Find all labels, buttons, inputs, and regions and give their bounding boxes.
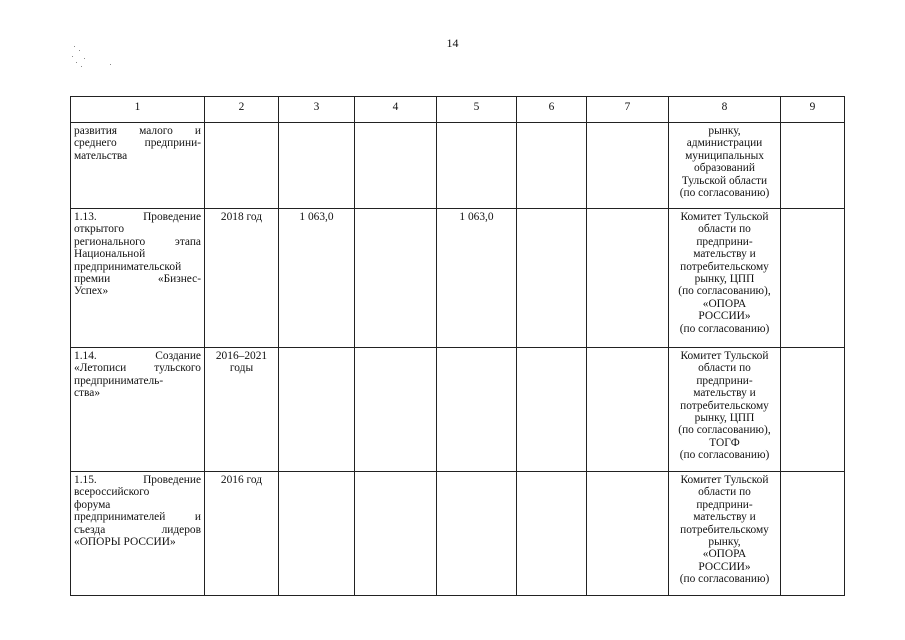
executor-line: рынку,: [708, 125, 741, 137]
executor-cell: [669, 472, 781, 596]
page-number: 14: [446, 36, 459, 50]
activity-line: 1.15. Проведение: [74, 474, 201, 486]
activity-cell: [71, 472, 205, 596]
executor-line: области по: [698, 486, 751, 499]
activity-line: «Летописи тульского: [74, 362, 201, 375]
executor-line: потребительскому: [680, 399, 769, 412]
activity-line: предпринимателей и: [74, 511, 201, 524]
amount-cell: [517, 472, 587, 596]
column-header-1: 1: [71, 97, 205, 123]
column-header-7: 7: [587, 97, 669, 123]
amount-cell: [517, 348, 587, 472]
executor-line: (по согласованию): [679, 449, 770, 462]
executor-line: администрации: [686, 137, 763, 150]
activity-line: 1.13. Проведение: [74, 211, 201, 223]
executor-line: муниципальных: [685, 149, 764, 162]
amount-cell: [355, 472, 437, 596]
executor-line: области по: [698, 362, 751, 375]
amount-cell: [587, 472, 669, 596]
period-line: 2016–2021: [215, 350, 268, 362]
executor-line: области по: [698, 223, 751, 236]
executor-line: рынку, ЦПП: [694, 412, 755, 425]
note-cell: [781, 123, 845, 209]
executor-line: рынку,: [708, 536, 741, 549]
executor-cell: [669, 123, 781, 209]
amount-cell: [437, 472, 517, 596]
activity-line: «ОПОРЫ РОССИИ»: [74, 536, 176, 549]
period-line: годы: [229, 362, 254, 375]
note-cell: [781, 472, 845, 596]
table-row: [71, 472, 845, 596]
amount-cell: [355, 209, 437, 348]
column-header-4: 4: [355, 97, 437, 123]
executor-line: мательству и: [693, 511, 756, 524]
period-cell: [205, 348, 279, 472]
executor-line: мательству и: [693, 387, 756, 400]
period-cell: 2018 год: [205, 209, 279, 348]
activity-line: премии «Бизнес-: [74, 273, 201, 286]
executor-line: РОССИИ»: [698, 310, 751, 323]
amount-cell: [279, 123, 355, 209]
table-row: [71, 348, 845, 472]
table-row: [71, 209, 845, 348]
amount-cell: [587, 123, 669, 209]
column-header-5: 5: [437, 97, 517, 123]
period-cell: [205, 123, 279, 209]
executor-line: предприни-: [696, 235, 753, 248]
activity-line: всероссийского: [74, 486, 150, 499]
executor-line: (по согласованию),: [678, 285, 771, 298]
executor-line: (по согласованию): [679, 187, 770, 200]
activity-line: среднего предприни-: [74, 137, 201, 150]
executor-line: предприни-: [696, 498, 753, 511]
column-header-8: 8: [669, 97, 781, 123]
activity-line: Успех»: [74, 285, 109, 298]
executor-line: «ОПОРА: [702, 297, 747, 310]
executor-line: (по согласованию): [679, 573, 770, 586]
executor-line: Комитет Тульской: [680, 474, 769, 486]
executor-line: (по согласованию): [679, 322, 770, 335]
table-row: [71, 123, 845, 209]
column-header-6: 6: [517, 97, 587, 123]
activity-line: мательства: [74, 149, 128, 162]
amount-cell: [587, 209, 669, 348]
activity-line: предприниматель-: [74, 374, 164, 387]
activity-line: открытого: [74, 223, 125, 236]
activity-cell: [71, 123, 205, 209]
activity-line: ства»: [74, 387, 101, 400]
amount-cell: [279, 472, 355, 596]
period-cell: 2016 год: [205, 472, 279, 596]
header-row: [71, 97, 845, 123]
amount-cell: [437, 123, 517, 209]
executor-line: образований: [694, 162, 755, 175]
executor-line: Тульской области: [681, 174, 768, 187]
activity-line: регионального этапа: [74, 235, 201, 248]
executor-line: ТОГФ: [709, 436, 740, 449]
activity-line: форума: [74, 498, 111, 511]
activity-cell: [71, 348, 205, 472]
executor-line: рынку, ЦПП: [694, 273, 755, 286]
scan-noise: [70, 44, 130, 74]
activity-line: 1.14. Создание: [74, 350, 201, 362]
activity-line: предпринимательской: [74, 260, 182, 273]
amount-cell: [279, 348, 355, 472]
amount-cell: [355, 348, 437, 472]
column-header-3: 3: [279, 97, 355, 123]
amount-cell: [355, 123, 437, 209]
executor-line: Комитет Тульской: [680, 350, 769, 362]
executor-line: «ОПОРА: [702, 548, 747, 561]
executor-line: (по согласованию),: [678, 424, 771, 437]
executor-cell: [669, 348, 781, 472]
note-cell: [781, 209, 845, 348]
activity-line: съезда лидеров: [74, 523, 201, 536]
note-cell: [781, 348, 845, 472]
executor-line: предприни-: [696, 374, 753, 387]
column-header-9: 9: [781, 97, 845, 123]
activity-line: Национальной: [74, 248, 146, 261]
executor-line: Комитет Тульской: [680, 211, 769, 223]
amount-cell: [587, 348, 669, 472]
executor-line: мательству и: [693, 248, 756, 261]
amount-cell: [437, 348, 517, 472]
executor-cell: [669, 209, 781, 348]
activity-line: развития малого и: [74, 125, 201, 137]
column-header-2: 2: [205, 97, 279, 123]
executor-line: потребительскому: [680, 523, 769, 536]
executor-line: РОССИИ»: [698, 560, 751, 573]
activity-cell: [71, 209, 205, 348]
amount-cell: 1 063,0: [279, 209, 355, 348]
activities-table: [70, 96, 845, 596]
amount-cell: [517, 123, 587, 209]
amount-cell: 1 063,0: [437, 209, 517, 348]
amount-cell: [517, 209, 587, 348]
executor-line: потребительскому: [680, 260, 769, 273]
